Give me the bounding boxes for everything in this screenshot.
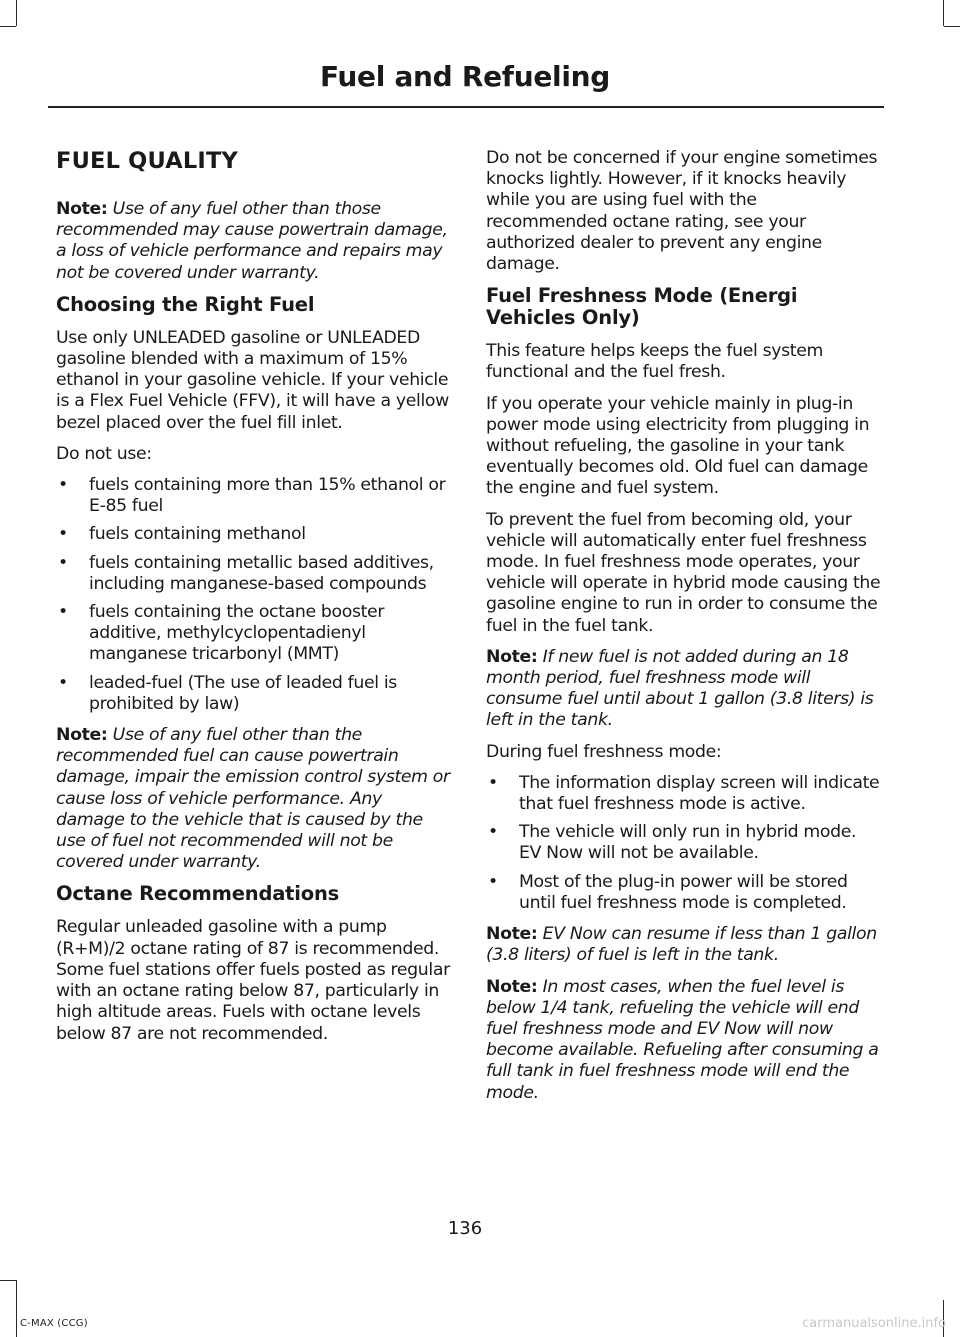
list-item-text: fuels containing the octane booster additive, methylcyclopentadienyl manganese tricarbonyl (MMT) — [89, 602, 385, 665]
knock-paragraph: Do not be concerned if your engine sometimes knocks lightly. However, if it knocks heavily while you are using fuel with the recommended octane rating, see your authorized dealer to prevent any engine damage. — [486, 148, 878, 275]
note-label: Note: — [486, 646, 538, 667]
crop-mark — [943, 0, 944, 26]
note-label: Note: — [56, 725, 108, 746]
right-column — [486, 148, 882, 1114]
freshness-paragraph-2: If you operate your vehicle mainly in plug-in power mode using electricity from plugging in without refueling, the gasoline in your tank eventually becomes old. Old fuel can damage the engine and fuel system. — [486, 393, 870, 499]
bullet-icon: • — [488, 772, 498, 793]
list-item — [486, 773, 882, 815]
do-not-use-label: Do not use: — [56, 443, 152, 464]
bullet-icon: • — [58, 552, 68, 573]
note-text: EV Now can resume if less than 1 gallon (3.8 liters) of fuel is left in the tank. — [486, 924, 877, 966]
freshness-paragraph-3: To prevent the fuel from becoming old, your vehicle will automatically enter fuel freshness mode. In fuel freshness mode operates, your vehicle will operate in hybrid mode causing the gasoline engine to run in order to consume the fuel in the fuel tank. — [486, 509, 881, 636]
list-item — [486, 872, 882, 914]
freshness-heading: Fuel Freshness Mode (Energi Vehicles Only) — [486, 284, 798, 330]
note-ev-now — [486, 924, 882, 966]
list-item — [56, 673, 452, 715]
during-mode-label: During fuel freshness mode: — [486, 741, 722, 762]
crop-mark — [0, 1280, 16, 1281]
bullet-icon: • — [58, 672, 68, 693]
do-not-use-list — [56, 475, 452, 715]
list-item-text: leaded-fuel (The use of leaded fuel is prohibited by law) — [89, 672, 397, 714]
section-title: FUEL QUALITY — [56, 148, 239, 174]
bullet-icon: • — [488, 871, 498, 892]
note-text: In most cases, when the fuel level is below 1/4 tank, refueling the vehicle will end fuel freshness mode and EV Now will now become available. Refueling after consuming a full tank in fuel freshness mode will end the mode. — [486, 976, 879, 1103]
note-fuel-damage — [56, 725, 452, 873]
octane-paragraph: Regular unleaded gasoline with a pump (R+M)/2 octane rating of 87 is recommended. Some fuel stations offer fuels posted as regular with an octane rating below 87, particularly in high altitude areas. Fuels with octane levels below 87 are not recommended. — [56, 917, 450, 1044]
crop-mark — [16, 1280, 17, 1337]
list-item-text: fuels containing methanol — [89, 524, 306, 545]
list-item-text: fuels containing metallic based additives, including manganese-based compounds — [89, 552, 434, 594]
left-column — [56, 148, 452, 1055]
bullet-icon: • — [58, 524, 68, 545]
list-item — [56, 602, 452, 666]
page-header-title: Fuel and Refueling — [319, 60, 610, 93]
header-rule — [48, 106, 884, 108]
note-label: Note: — [486, 976, 538, 997]
freshness-paragraph-1: This feature helps keeps the fuel system functional and the fuel fresh. — [486, 341, 823, 383]
list-item — [56, 553, 452, 595]
note-label: Note: — [56, 199, 108, 219]
crop-mark — [0, 26, 16, 27]
crop-mark — [16, 0, 17, 26]
list-item — [56, 524, 452, 545]
list-item-text: fuels containing more than 15% ethanol or E-85 fuel — [89, 475, 446, 517]
note-text: Use of any fuel other than the recommended fuel can cause powertrain damage, impair the emission control system or cause loss of vehicle performance. Any damage to the vehicle that is caused by the use of fuel not recommended will not be covered under warranty. — [56, 725, 450, 873]
footer-model: C-MAX (CCG) — [20, 1318, 88, 1329]
choosing-fuel-heading: Choosing the Right Fuel — [56, 292, 315, 316]
crop-mark — [944, 26, 960, 27]
note-text: If new fuel is not added during an 18 month period, fuel freshness mode will consume fuel until about 1 gallon (3.8 liters) is left in the tank. — [486, 646, 874, 731]
bullet-icon: • — [58, 475, 68, 496]
note-18-month — [486, 647, 882, 732]
list-item-text: The vehicle will only run in hybrid mode. EV Now will not be available. — [519, 822, 857, 864]
freshness-mode-list — [486, 773, 882, 914]
list-item — [486, 822, 882, 864]
choosing-fuel-paragraph: Use only UNLEADED gasoline or UNLEADED gasoline blended with a maximum of 15% ethanol in your gasoline vehicle. If your vehicle is a Flex Fuel Vehicle (FFV), it will have a yellow bezel placed over the fuel fill inlet. — [56, 327, 449, 433]
octane-heading: Octane Recommendations — [56, 882, 340, 906]
list-item-text: Most of the plug-in power will be stored until fuel freshness mode is completed. — [519, 871, 848, 913]
note-warranty — [56, 199, 452, 284]
page-number: 136 — [447, 1218, 483, 1239]
note-label: Note: — [486, 924, 538, 945]
list-item — [56, 475, 452, 517]
note-text: Use of any fuel other than those recommended may cause powertrain damage, a loss of vehicle performance and repairs may not be covered under warranty. — [56, 199, 448, 283]
note-refueling — [486, 977, 882, 1104]
bullet-icon: • — [488, 822, 498, 843]
watermark[interactable]: carmanualsonline.info — [802, 1316, 946, 1331]
list-item-text: The information display screen will indicate that fuel freshness mode is active. — [519, 772, 880, 815]
bullet-icon: • — [58, 602, 68, 623]
